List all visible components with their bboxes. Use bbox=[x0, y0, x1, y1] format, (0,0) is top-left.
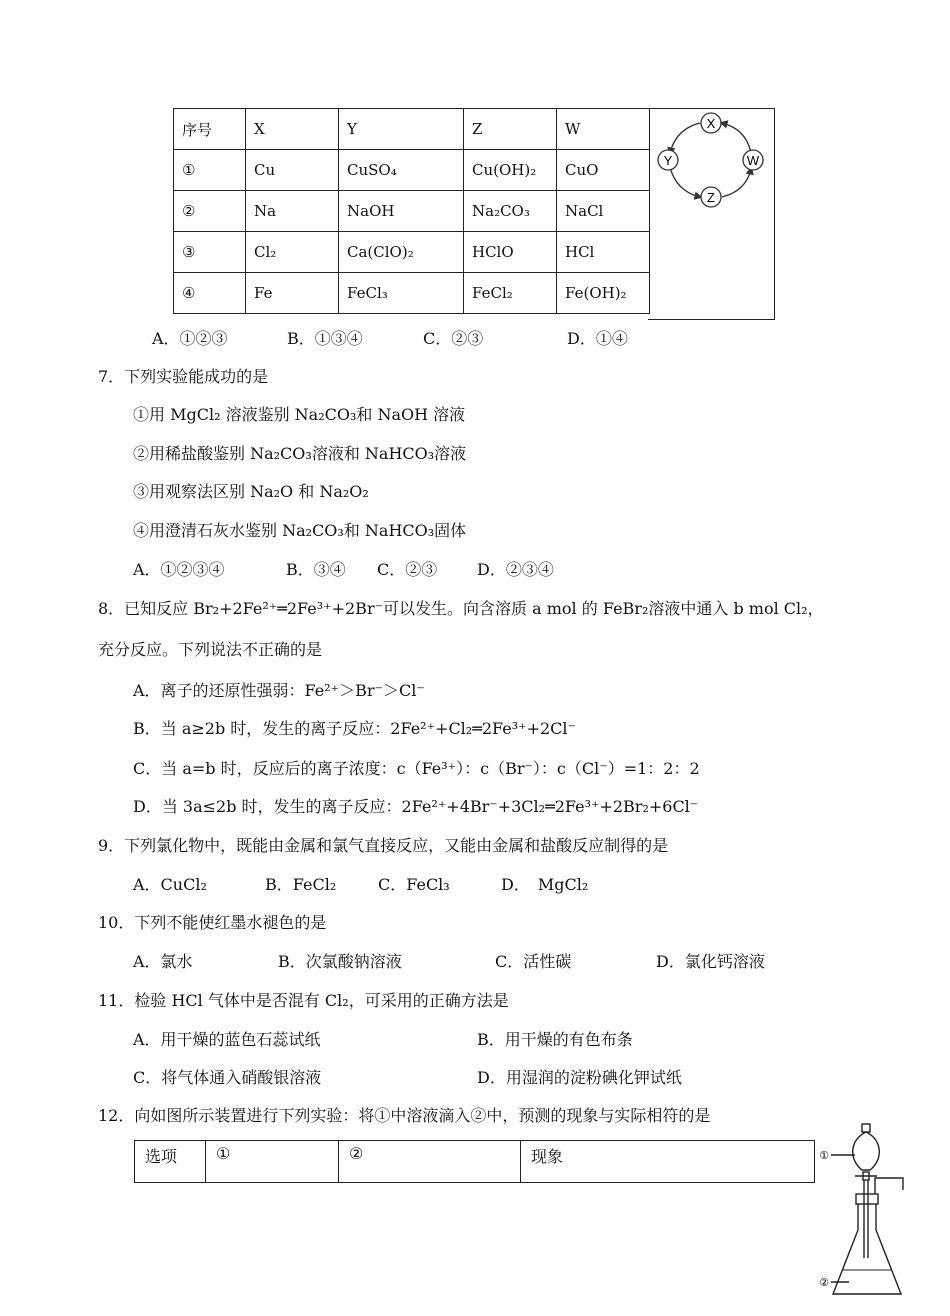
q7-option-d: D．②③④ bbox=[477, 560, 554, 579]
cycle-diagram bbox=[648, 108, 775, 320]
q6-option-b: B．①③④ bbox=[287, 329, 363, 348]
q8-stem-line-1: 8．已知反应 Br₂+2Fe²⁺═2Fe³⁺+2Br⁻可以发生。向含溶质 a mol 的 FeBr₂溶液中通入 b mol Cl₂， bbox=[98, 599, 824, 618]
apparatus-label-1: ① bbox=[819, 1149, 829, 1162]
q6-table bbox=[173, 108, 650, 314]
q10-option-c: C．活性碳 bbox=[495, 952, 572, 971]
cycle-label-z: Z bbox=[707, 190, 715, 205]
table-row bbox=[174, 150, 650, 191]
q12-stem: 12．向如图所示装置进行下列实验：将①中溶液滴入②中，预测的现象与实际相符的是 bbox=[98, 1106, 711, 1125]
q9-option-c: C．FeCl₃ bbox=[378, 875, 450, 894]
table-row bbox=[174, 273, 650, 314]
q7-item-1: ①用 MgCl₂ 溶液鉴别 Na₂CO₃和 NaOH 溶液 bbox=[133, 405, 466, 424]
cycle-label-x: X bbox=[706, 116, 716, 131]
q6-option-d: D．①④ bbox=[567, 329, 628, 348]
table-header-cell: Y bbox=[339, 109, 464, 150]
q6-option-c: C．②③ bbox=[423, 329, 484, 348]
table-cell: CuSO₄ bbox=[339, 150, 464, 191]
table-header-cell: X bbox=[246, 109, 339, 150]
q9-option-a: A．CuCl₂ bbox=[133, 875, 207, 894]
q7-item-2: ②用稀盐酸鉴别 Na₂CO₃溶液和 NaHCO₃溶液 bbox=[133, 444, 467, 463]
table-cell: NaOH bbox=[339, 191, 464, 232]
table-cell: NaCl bbox=[557, 191, 650, 232]
q10-stem: 10．下列不能使红墨水褪色的是 bbox=[98, 913, 327, 932]
table-header-cell: 选项 bbox=[135, 1141, 206, 1183]
q9-option-d: D． MgCl₂ bbox=[501, 875, 589, 894]
cycle-label-w: W bbox=[746, 153, 760, 168]
table-cell: Cl₂ bbox=[246, 232, 339, 273]
table-cell: ② bbox=[174, 191, 246, 232]
q11-option-a: A．用干燥的蓝色石蕊试纸 bbox=[133, 1030, 321, 1049]
table-header-cell: ① bbox=[206, 1141, 339, 1183]
table-cell: HClO bbox=[464, 232, 557, 273]
q12-table bbox=[134, 1140, 815, 1183]
table-row bbox=[174, 232, 650, 273]
table-cell: Cu(OH)₂ bbox=[464, 150, 557, 191]
cycle-label-y: Y bbox=[663, 153, 673, 168]
table-cell: ① bbox=[174, 150, 246, 191]
table-header-cell: W bbox=[557, 109, 650, 150]
q11-stem: 11．检验 HCl 气体中是否混有 Cl₂，可采用的正确方法是 bbox=[98, 991, 509, 1010]
q7-stem: 7．下列实验能成功的是 bbox=[98, 367, 269, 386]
table-cell: ④ bbox=[174, 273, 246, 314]
q10-option-b: B．次氯酸钠溶液 bbox=[278, 952, 402, 971]
q7-option-a: A．①②③④ bbox=[133, 560, 225, 579]
table-cell: Na bbox=[246, 191, 339, 232]
table-cell: Cu bbox=[246, 150, 339, 191]
table-cell: HCl bbox=[557, 232, 650, 273]
q7-option-b: B．③④ bbox=[286, 560, 346, 579]
q7-option-c: C．②③ bbox=[377, 560, 438, 579]
table-header-cell: ② bbox=[339, 1141, 521, 1183]
table-row bbox=[174, 109, 650, 150]
q9-option-b: B．FeCl₂ bbox=[265, 875, 337, 894]
table-cell: ③ bbox=[174, 232, 246, 273]
table-row bbox=[135, 1141, 815, 1183]
q7-item-4: ④用澄清石灰水鉴别 Na₂CO₃和 NaHCO₃固体 bbox=[133, 521, 467, 540]
table-cell: FeCl₃ bbox=[339, 273, 464, 314]
q9-stem: 9．下列氯化物中，既能由金属和氯气直接反应，又能由金属和盐酸反应制得的是 bbox=[98, 836, 669, 855]
q6-option-a: A．①②③ bbox=[152, 329, 228, 348]
table-header-cell: 序号 bbox=[174, 109, 246, 150]
table-cell: Ca(ClO)₂ bbox=[339, 232, 464, 273]
cycle-diagram-icon bbox=[648, 109, 773, 219]
q11-option-c: C．将气体通入硝酸银溶液 bbox=[133, 1068, 322, 1087]
q8-option-d: D．当 3a≤2b 时，发生的离子反应：2Fe²⁺+4Br⁻+3Cl₂═2Fe³⁺+2Br₂+6Cl⁻ bbox=[133, 797, 699, 816]
table-row bbox=[174, 191, 650, 232]
q8-option-c: C．当 a=b 时，反应后的离子浓度：c（Fe³⁺）：c（Br⁻）：c（Cl⁻）=1：2：2 bbox=[133, 759, 700, 778]
q8-stem-line-2: 充分反应。下列说法不正确的是 bbox=[98, 640, 323, 659]
table-cell: Fe(OH)₂ bbox=[557, 273, 650, 314]
q11-option-b: B．用干燥的有色布条 bbox=[477, 1030, 633, 1049]
q11-option-d: D．用湿润的淀粉碘化钾试纸 bbox=[477, 1068, 682, 1087]
table-cell: Na₂CO₃ bbox=[464, 191, 557, 232]
q8-option-a: A．离子的还原性强弱：Fe²⁺＞Br⁻＞Cl⁻ bbox=[133, 681, 425, 700]
table-cell: FeCl₂ bbox=[464, 273, 557, 314]
table-header-cell: 现象 bbox=[521, 1141, 815, 1183]
q10-option-a: A．氯水 bbox=[133, 952, 193, 971]
q7-item-3: ③用观察法区别 Na₂O 和 Na₂O₂ bbox=[133, 482, 369, 501]
table-cell: CuO bbox=[557, 150, 650, 191]
q10-option-d: D．氯化钙溶液 bbox=[656, 952, 765, 971]
table-cell: Fe bbox=[246, 273, 339, 314]
q8-option-b: B．当 a≥2b 时，发生的离子反应：2Fe²⁺+Cl₂═2Fe³⁺+2Cl⁻ bbox=[133, 719, 576, 738]
table-header-cell: Z bbox=[464, 109, 557, 150]
apparatus-label-2: ② bbox=[819, 1276, 829, 1289]
apparatus-icon bbox=[815, 1118, 915, 1313]
